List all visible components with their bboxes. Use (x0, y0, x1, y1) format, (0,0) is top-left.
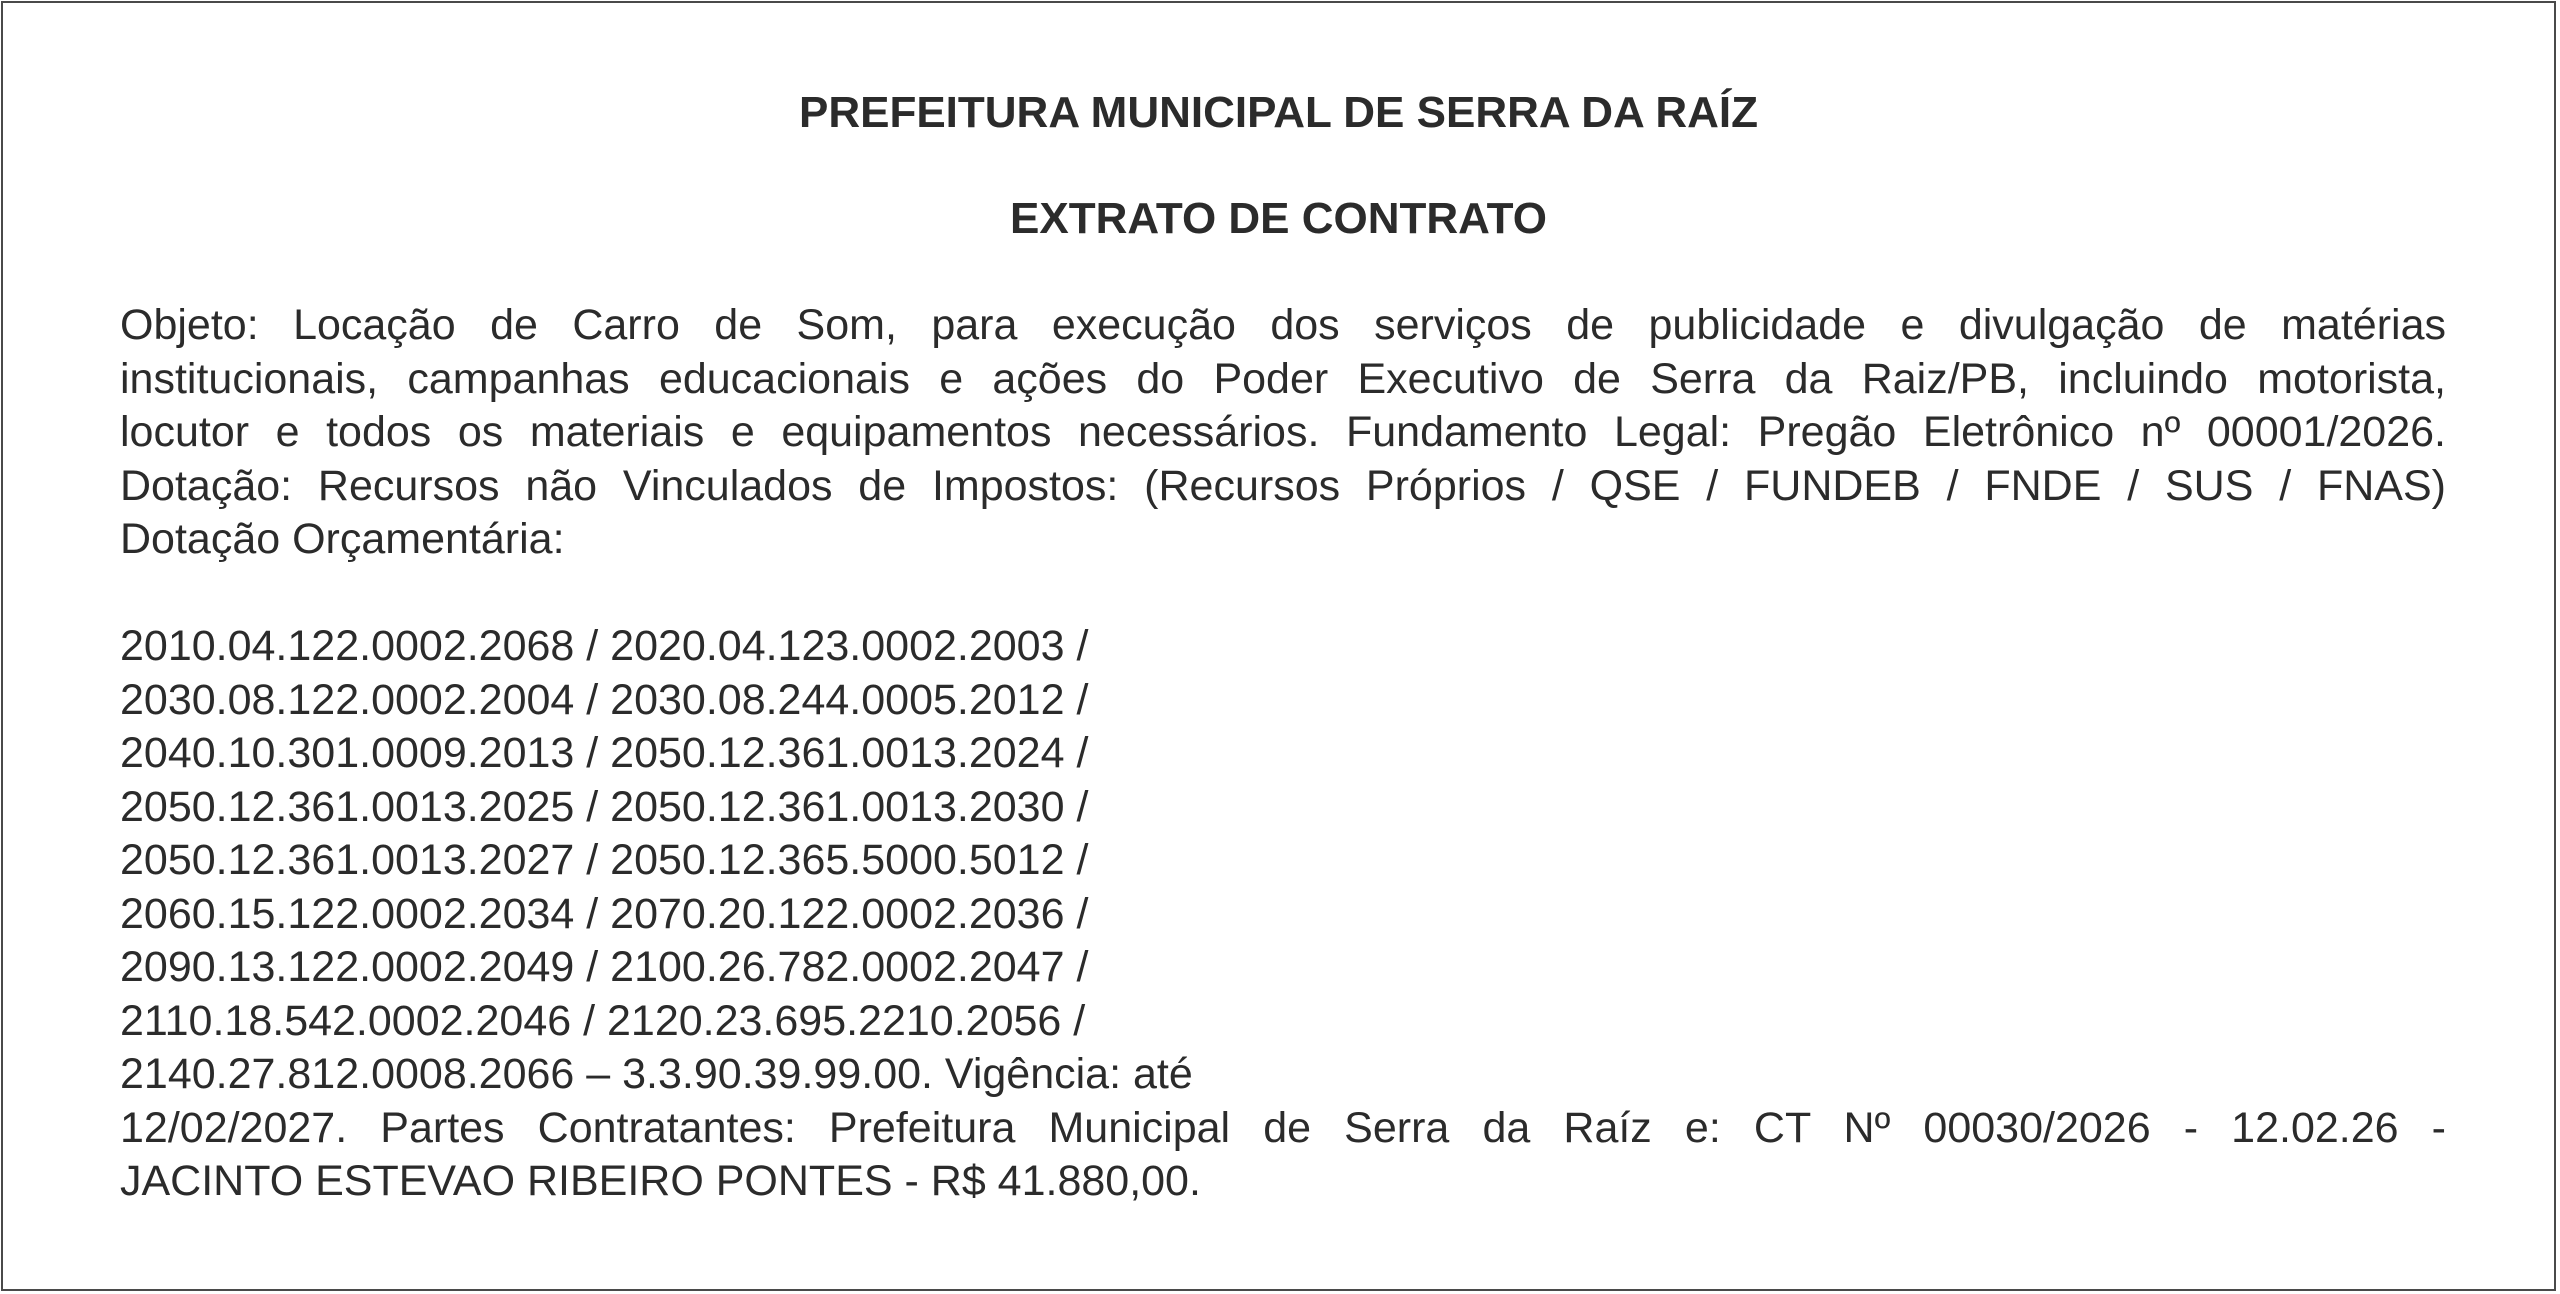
blank-line (120, 567, 2446, 621)
budget-code-line: 2050.12.361.0013.2027 / 2050.12.365.5000.5012 / (120, 836, 1089, 884)
budget-code-line: 2010.04.122.0002.2068 / 2020.04.123.0002.2003 / (120, 622, 1089, 670)
document-frame (1, 1, 2556, 1291)
budget-code-list (120, 620, 2446, 1102)
budget-code-line: 2060.15.122.0002.2034 / 2070.20.122.0002.2036 / (120, 889, 1089, 938)
document-subheading: EXTRATO DE CONTRATO (1010, 194, 1547, 243)
budget-code-line: 2030.08.122.0002.2004 / 2030.08.244.0005.2012 / (120, 675, 1089, 724)
paragraph-line: Objeto: Locação de Carro de Som, para execução dos serviços de publicidade e divulgação de matérias (120, 301, 2446, 349)
dotacao-label: Dotação Orçamentária: (120, 515, 565, 563)
budget-code-line: 2050.12.361.0013.2025 / 2050.12.361.0013.2030 / (120, 782, 1089, 831)
paragraph-line: institucionais, campanhas educacionais e ações do Poder Executivo de Serra da Raiz/PB, incluindo motorista, (120, 354, 2446, 403)
document-heading: PREFEITURA MUNICIPAL DE SERRA DA RAÍZ (798, 88, 1759, 137)
contractor-value-line: JACINTO ESTEVAO RIBEIRO PONTES - R$ 41.880,00. (120, 1157, 1201, 1205)
budget-code-line: 2110.18.542.0002.2046 / 2120.23.695.2210.2056 / (120, 996, 1086, 1045)
budget-code-line: 2040.10.301.0009.2013 / 2050.12.361.0013.2024 / (120, 729, 1089, 777)
budget-code-line: 2090.13.122.0002.2049 / 2100.26.782.0002.2047 / (120, 943, 1089, 991)
paragraph-line: Dotação: Recursos não Vinculados de Impostos: (Recursos Próprios / QSE / FUNDEB / FNDE / SUS / FNAS) (120, 461, 2446, 510)
contract-extract-body (120, 299, 2446, 1209)
budget-code-line: 2140.27.812.0008.2066 – 3.3.90.39.99.00. Vigência: até (120, 1050, 1193, 1098)
paragraph-line: locutor e todos os materiais e equipamentos necessários. Fundamento Legal: Pregão Eletrônico nº 00001/2026. (120, 408, 2446, 456)
contracting-parties-line: 12/02/2027. Partes Contratantes: Prefeitura Municipal de Serra da Raíz e: CT Nº 00030/2026 - 12.02.26 - (120, 1103, 2446, 1152)
